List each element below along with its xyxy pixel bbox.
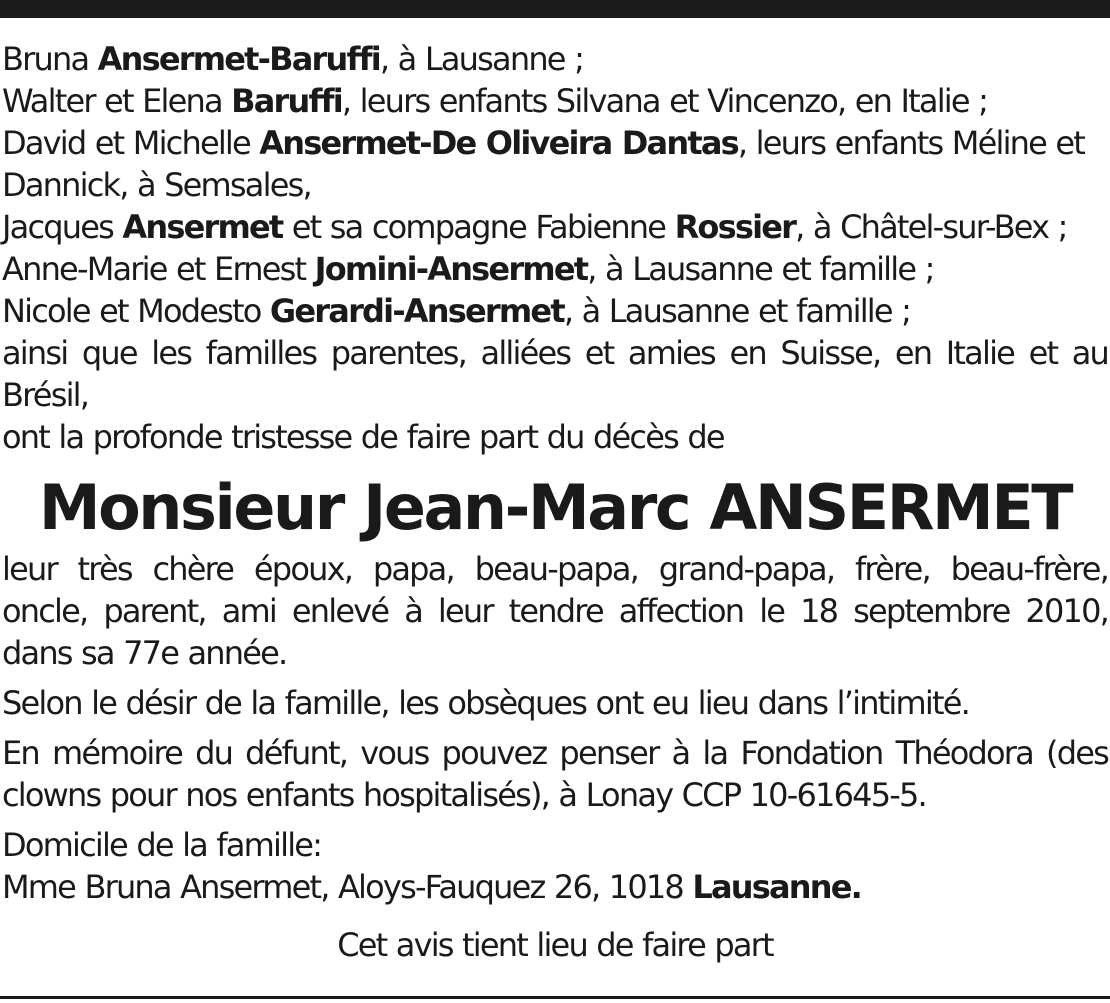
tribute-paragraph: leur très chère époux, papa, beau-papa, grand-papa, frère, beau-frère, oncle, parent, ami enlevé à leur tendre affection le 18 septembre 2010, dans sa 77e année. — [2, 550, 1108, 672]
address-text: Mme Bruna Ansermet, Aloys-Fauquez 26, 1018 — [2, 868, 693, 906]
family-text: David et Michelle — [2, 124, 260, 162]
family-surname: Baruffi — [231, 82, 342, 120]
family-text: Walter et Elena — [2, 82, 232, 120]
family-text: Bruna — [2, 40, 98, 78]
family-line — [2, 38, 1108, 80]
family-domicile — [2, 824, 1108, 908]
family-extended-line: ainsi que les familles parentes, alliées et amies en Suisse, en Italie et au Brésil, — [2, 334, 1108, 414]
family-surname: Ansermet-De Oliveira Dantas — [259, 124, 738, 162]
family-text: Jacques — [2, 208, 123, 246]
announcement-line: ont la profonde tristesse de faire part du décès de — [2, 418, 724, 456]
death-notice — [2, 38, 1108, 966]
footer-note: Cet avis tient lieu de faire part — [337, 926, 773, 964]
family-surname: Rossier — [674, 208, 796, 246]
family-text: Anne-Marie et Ernest — [2, 250, 315, 288]
address-city: Lausanne. — [692, 868, 862, 906]
family-text: et sa compagne Fabienne — [282, 208, 675, 246]
family-surname: Gerardi-Ansermet — [269, 292, 564, 330]
family-text: , à Lausanne ; — [379, 40, 584, 78]
family-list — [2, 38, 1108, 458]
family-text: Nicole et Modesto — [2, 292, 270, 330]
family-line — [2, 80, 1108, 122]
domicile-address — [2, 866, 1108, 908]
family-text: , leurs enfants Méline et Dannick, à Semsales, — [2, 124, 1085, 204]
family-line — [2, 290, 1108, 332]
family-text: , leurs enfants Silvana et Vincenzo, en Italie ; — [341, 82, 988, 120]
family-surname: Ansermet-Baruffi — [97, 40, 380, 78]
family-line — [2, 122, 1108, 206]
family-line — [2, 248, 1108, 290]
family-text: , à Châtel-sur-Bex ; — [795, 208, 1067, 246]
domicile-label: Domicile de la famille: — [2, 826, 322, 864]
family-surname: Jomini-Ansermet — [314, 250, 588, 288]
bottom-border-rule — [0, 996, 1110, 999]
top-border-bar — [0, 0, 1110, 18]
deceased-name-heading: Monsieur Jean-Marc ANSERMET — [38, 471, 1072, 544]
family-line — [2, 206, 1108, 248]
family-text: , à Lausanne et famille ; — [563, 292, 911, 330]
funeral-note: Selon le désir de la famille, les obsèques ont eu lieu dans l’intimité. — [2, 684, 969, 722]
memorial-donation-note: En mémoire du défunt, vous pouvez penser à la Fondation Théodora (des clowns pour nos enfants hospitalisés), à Lonay CCP 10-61645-5. — [2, 734, 1108, 814]
family-text: , à Lausanne et famille ; — [587, 250, 934, 288]
family-surname: Ansermet — [122, 208, 283, 246]
